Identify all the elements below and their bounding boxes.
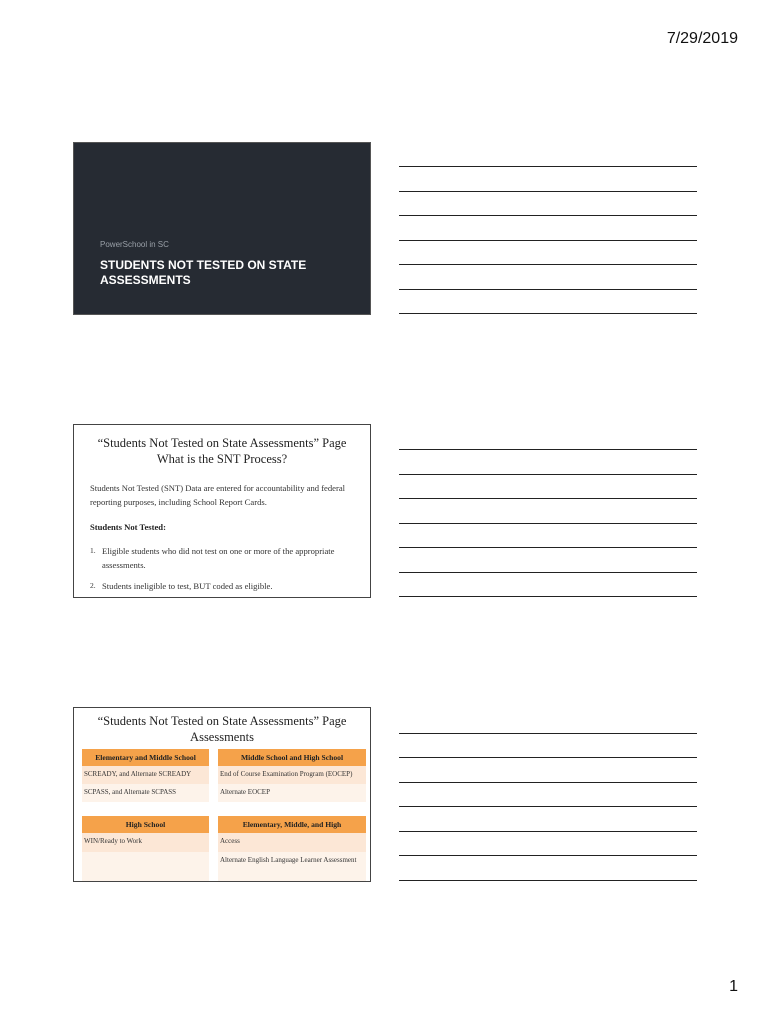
table-header: High School: [82, 816, 209, 833]
list-item: 2. Students ineligible to test, BUT coded as eligible.: [90, 581, 273, 591]
table-cell: Alternate English Language Learner Assessment: [218, 852, 366, 881]
table-column: [218, 749, 366, 802]
list-item: 1. Eligible students who did not test on one or more of the appropriate assessments.: [90, 546, 335, 570]
note-line: [399, 880, 697, 881]
slide-heading: [74, 713, 370, 745]
page-date: 7/29/2019: [666, 30, 738, 47]
note-line: [399, 313, 697, 314]
note-line: [399, 498, 697, 499]
slide-heading: [74, 435, 370, 467]
note-line: [399, 757, 697, 758]
note-line: [399, 572, 697, 573]
students-not-tested-heading: Students Not Tested:: [90, 522, 166, 532]
note-line: [399, 474, 697, 475]
note-line: [399, 806, 697, 807]
note-line: [399, 855, 697, 856]
table-cell: End of Course Examination Program (EOCEP): [218, 766, 366, 784]
table-cell: Alternate EOCEP: [218, 784, 366, 802]
note-line: [399, 547, 697, 548]
slide-heading-line2: What is the SNT Process?: [156, 452, 288, 466]
slide-title-card: [73, 142, 371, 315]
slide-snt-process: [73, 424, 371, 598]
table-column: [82, 749, 209, 802]
note-line: [399, 240, 697, 241]
table-column: [218, 816, 366, 881]
note-line: [399, 264, 697, 265]
note-line: [399, 215, 697, 216]
slide-title: STUDENTS NOT TESTED ON STATE ASSESSMENTS: [100, 258, 307, 287]
snt-list: [90, 544, 356, 593]
slide-paragraph: Students Not Tested (SNT) Data are entered for accountability and federal reporting purposes, including School Report Cards.: [90, 483, 346, 507]
slide-heading-line2: Assessments: [190, 730, 254, 744]
note-line: [399, 596, 697, 597]
note-line: [399, 191, 697, 192]
note-line: [399, 289, 697, 290]
note-line: [399, 831, 697, 832]
table-cell: [82, 852, 209, 881]
table-column: [82, 816, 209, 881]
slide-subtitle: PowerSchool in SC: [100, 240, 169, 249]
note-line: [399, 449, 697, 450]
table-cell: Access: [218, 833, 366, 852]
note-line: [399, 782, 697, 783]
note-line: [399, 733, 697, 734]
table-header: Elementary, Middle, and High: [218, 816, 366, 833]
table-header: Middle School and High School: [218, 749, 366, 766]
table-cell: SCREADY, and Alternate SCREADY: [82, 766, 209, 784]
slide-assessments: [73, 707, 371, 882]
slide-heading-line1: “Students Not Tested on State Assessments” Page: [97, 714, 347, 728]
page-number: 1: [729, 978, 738, 995]
note-line: [399, 523, 697, 524]
note-line: [399, 166, 697, 167]
table-header: Elementary and Middle School: [82, 749, 209, 766]
table-cell: SCPASS, and Alternate SCPASS: [82, 784, 209, 802]
table-cell: WIN/Ready to Work: [82, 833, 209, 852]
slide-heading-line1: “Students Not Tested on State Assessments” Page: [97, 436, 347, 450]
